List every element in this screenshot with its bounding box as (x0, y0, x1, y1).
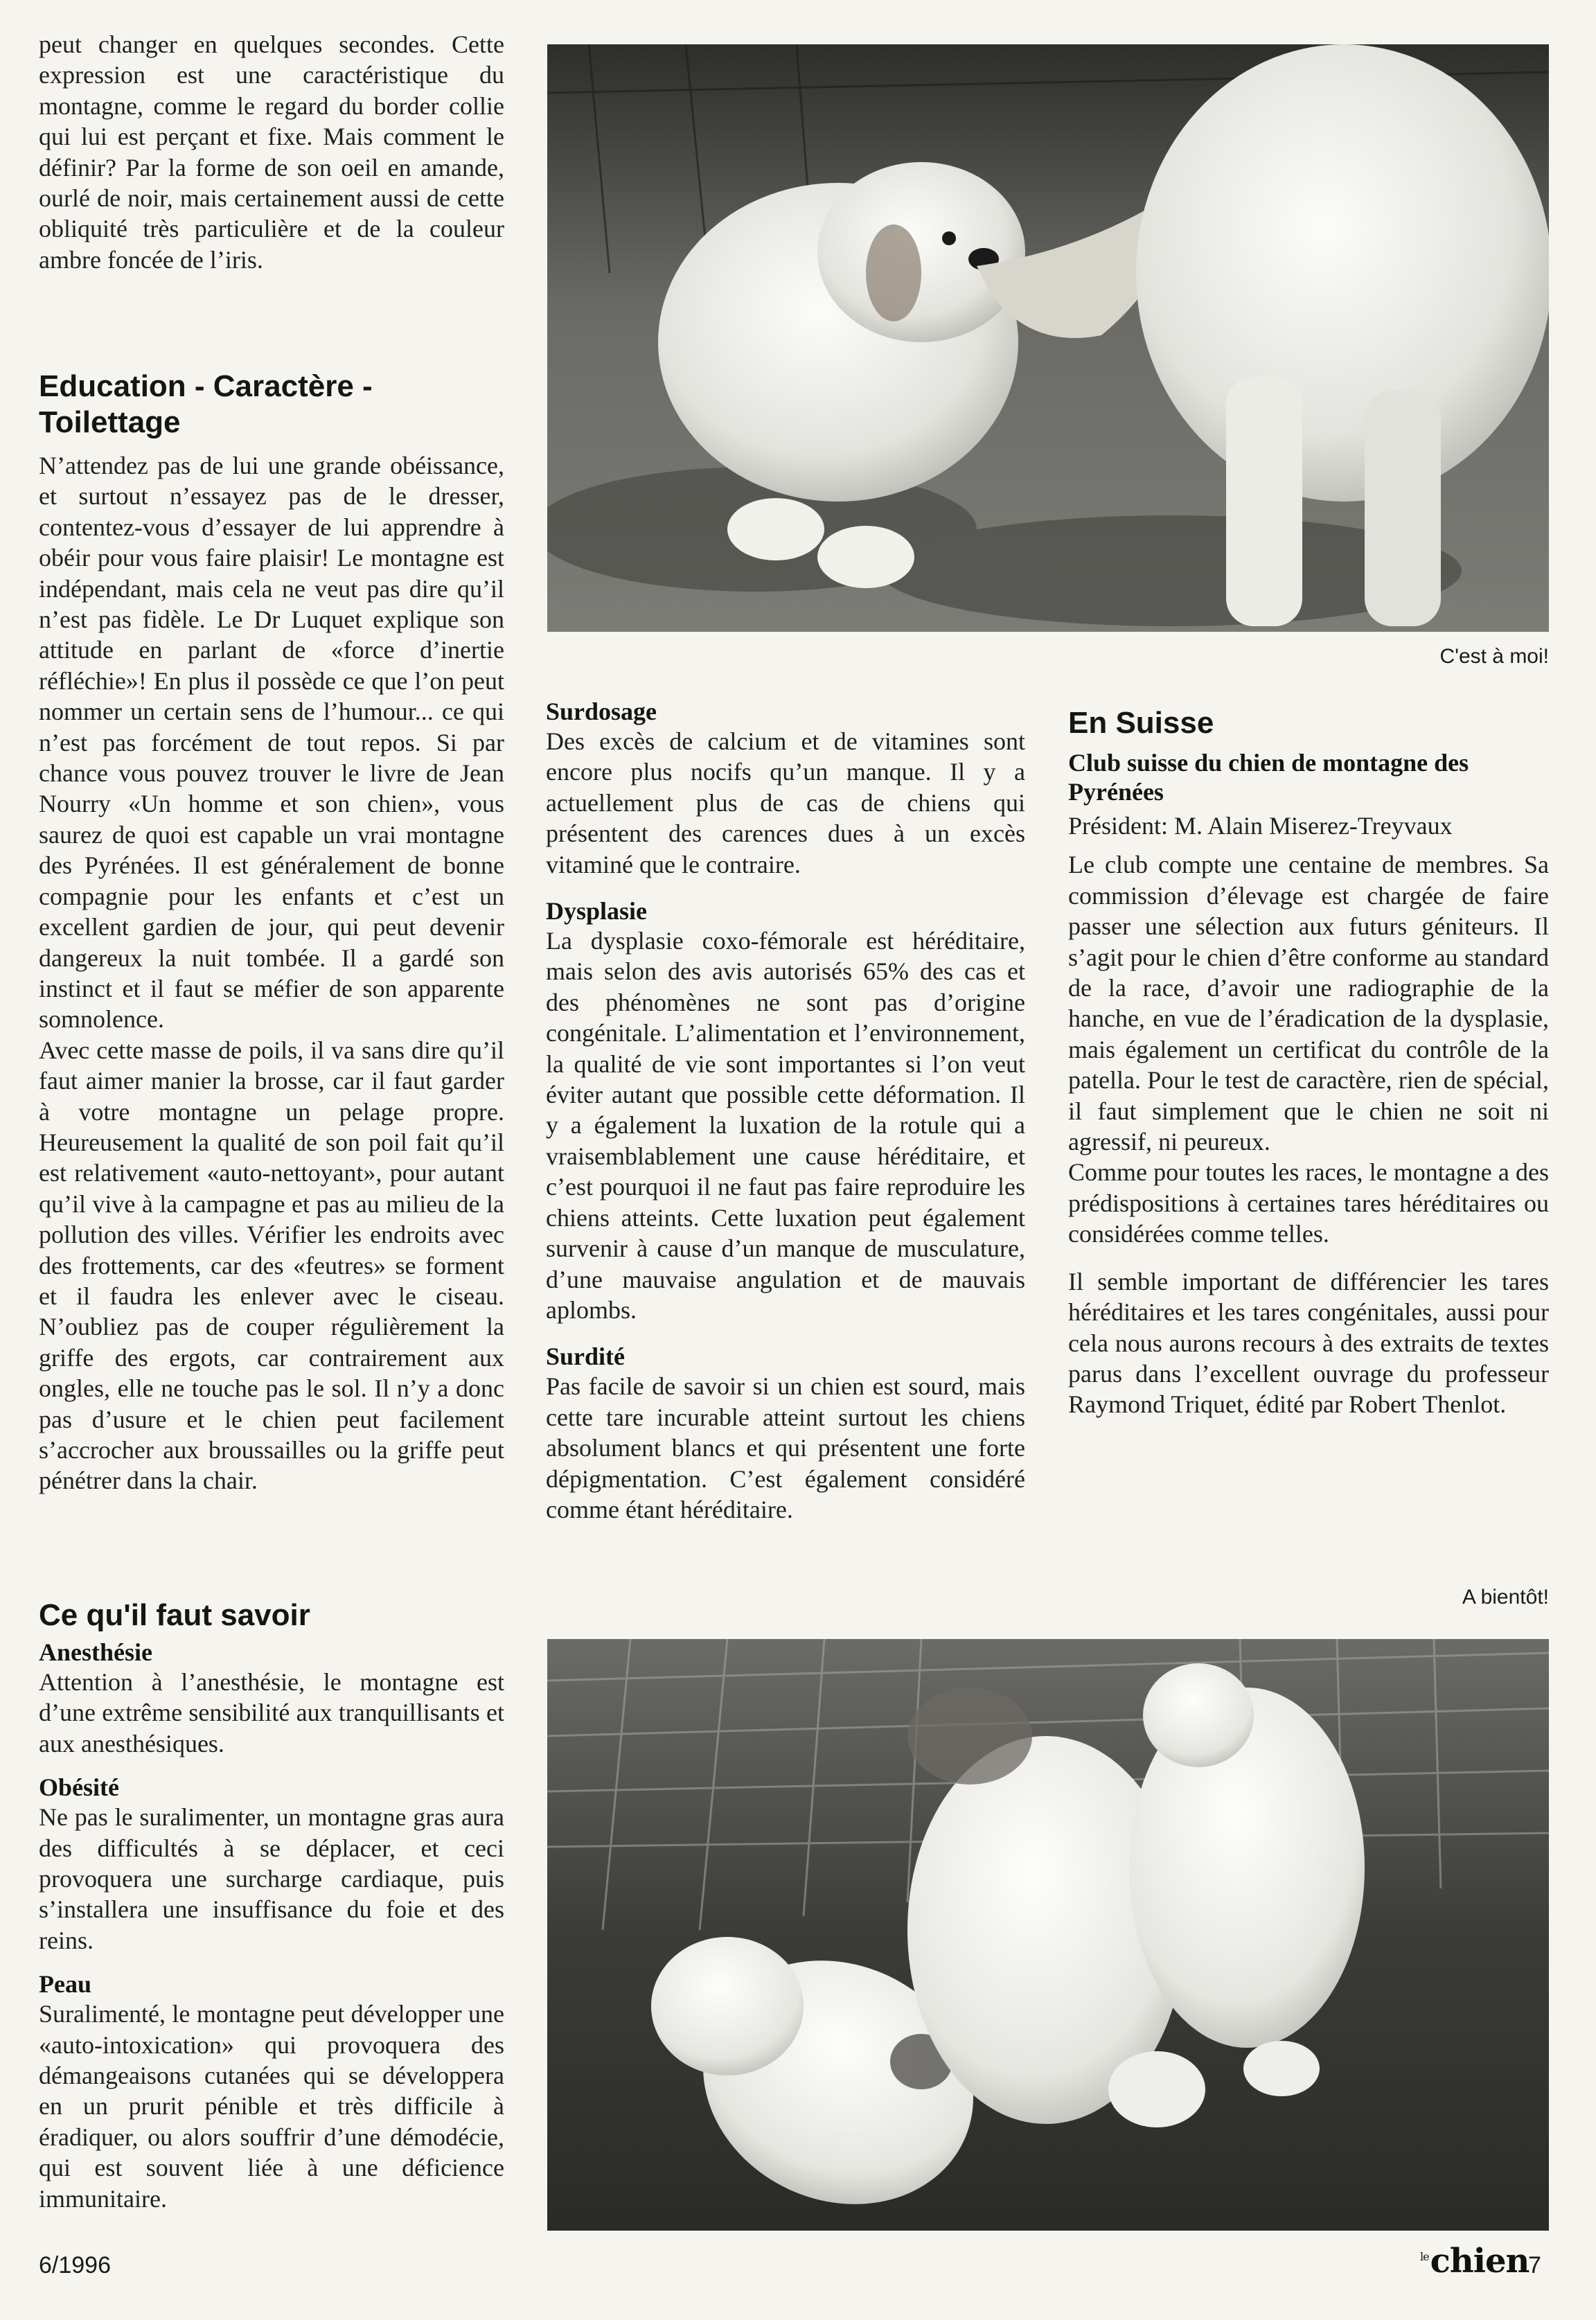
surdosage-title: Surdosage (546, 698, 657, 725)
club-title: Club suisse du chien de montagne des Pyrénées (1068, 749, 1469, 806)
intro-paragraph: peut changer en quelques secondes. Cette expression est une caractéristique du montagne, comme le regard du border collie qui lui est perçant et fixe. Mais comment le définir? Par la forme de son oeil en amande, ourlé de noir, mais certainement aussi de cette obliquité très particulière et de la couleur ambre foncée de l’iris. (39, 30, 504, 274)
intro-paragraph-block (39, 29, 504, 275)
dysplasie-paragraph: La dysplasie coxo-fémorale est héréditaire, mais selon des avis autorisés 65% des cas et des phénomènes ne sont pas d’origine congénitale. L’alimentation et l’environnement, la qualité de vie sont importantes si l’on veut éviter autant que possible cette déformation. Il y a également la luxation de la rotule qui a vraisemblablement une cause héréditaire, et c’est pourquoi il ne faut pas faire reproduire les chiens atteints. Cette luxation peut également survenir à cause d’un manque de musculature, d’une mauvaise angulation et de mauvais aplombs. (546, 927, 1025, 1324)
club-paragraph: Le club compte une centaine de membres. Sa commission d’élevage est chargée de faire passer une sélection aux futurs géniteurs. Il s’agit pour le chien d’être conforme au standard de la race, d’avoir une radiographie de la hanche, en vue de l’éradication de la dysplasie, mais également un certificat du contrôle de la patella. Pour le test de caractère, rien de spécial, il faut simplement que le chien ne soit ni agressif, ni peureux. Comme pour toutes les races, le montagne a des prédispositions à certaines tares héréditaires ou considérées comme telles. (1068, 851, 1549, 1248)
dysplasie-title: Dysplasie (546, 897, 648, 926)
savoir-heading: Ce qu'il faut savoir (39, 1598, 310, 1632)
peau-title: Peau (39, 1970, 91, 1999)
puppies-fence-photo (547, 1639, 1549, 2231)
issue-date: 6/1996 (39, 2252, 111, 2278)
anesthesie-paragraph: Attention à l’anesthésie, le montagne est d’une extrême sensibilité aux tranquillisants et aux anesthésiques. (39, 1668, 504, 1757)
top-photo-caption: C'est à moi! (1439, 645, 1549, 668)
bottom-photo-caption: A bientôt! (1462, 1586, 1549, 1609)
education-section (39, 369, 504, 1496)
logo-prefix: le (1420, 2250, 1429, 2263)
closing-paragraph: Il semble important de différencier les tares héréditaires et les tares congénitales, aussi pour cela nous aurons recours à des extraits de textes parus dans l’excellent ouvrage du professeur Raymond Triquet, édité par Robert Thenlot. (1068, 1267, 1549, 1419)
savoir-section (39, 1597, 504, 2214)
anesthesie-title: Anesthésie (39, 1638, 152, 1666)
puppies-fence-illustration (547, 1639, 1549, 2231)
obesite-paragraph: Ne pas le suralimenter, un montagne gras aura des difficultés à se déplacer, et ceci provoquera une surcharge cardiaque, puis s’installera une insuffisance du foie et des reins. (39, 1803, 504, 1954)
sante-section (546, 697, 1025, 1525)
puppies-tug-photo (547, 44, 1549, 632)
magazine-logo (1420, 2242, 1530, 2281)
page-number: 7 (1528, 2252, 1541, 2278)
president-line: Président: M. Alain Miserez-Treyvaux (1068, 812, 1453, 840)
suisse-heading: En Suisse (1068, 706, 1214, 740)
surdite-title: Surdité (546, 1343, 626, 1371)
logo-word: chien (1430, 2242, 1530, 2281)
education-paragraph: N’attendez pas de lui une grande obéissance, et surtout n’essayez pas de le dresser, contentez-vous d’essayer de lui apprendre à obéir pour vous faire plaisir! Le montagne est indépendant, mais cela ne veut pas dire qu’il n’est pas fidèle. Le Dr Luquet explique son attitude en parlant de «force d’inertie réfléchie»! En plus il possède ce que l’on peut nommer un certain sens de l’humour... ce qui n’est pas forcément de tout repos. Si par chance vous pouvez trouver le livre de Jean Nourry «Un homme et son chien», vous saurez de quoi est capable un vrai montagne des Pyrénées. Il est généralement de bonne compagnie pour les enfants et c’est un excellent gardien de jour, qui peut devenir dangereux la nuit tombée. Il a gardé son instinct et il faut se méfier de son apparente somnolence. Avec cette masse de poils, il va sans dire qu’il faut aimer manier la brosse, car il faut garder à votre montagne un pelage propre. Heureusement la qualité de son poil fait qu’il est relativement «auto-nettoyant», pour autant qu’il vive à la campagne et pas au milieu de la pollution des villes. Vérifier les endroits avec des frottements, car des «feutres» se forment et il faudra les enlever avec le ciseau. N’oubliez pas de couper régulièrement la griffe des ergots, car contrairement aux ongles, elle ne touche pas le sol. Il n’y a donc pas d’usure et le chien peut facilement s’accrocher aux broussailles ou la griffe peut pénétrer dans la chair. (39, 452, 504, 1495)
suisse-section (1068, 705, 1549, 1420)
surdite-paragraph: Pas facile de savoir si un chien est sourd, mais cette tare incurable atteint surtout les chiens absolument blancs et qui présentent une forte dépigmentation. C’est également considéré comme étant héréditaire. (546, 1372, 1025, 1523)
obesite-title: Obésité (39, 1773, 119, 1802)
surdosage-paragraph: Des excès de calcium et de vitamines sont encore plus nocifs qu’un manque. Il y a actuellement plus de cas de chiens qui présentent des carences dues à un excès vitaminé que le contraire. (546, 727, 1025, 878)
peau-paragraph: Suralimenté, le montagne peut développer une «auto-intoxication» qui provoquera des démangeaisons cutanées qui se développera en un prurit pénible et très difficile à éradiquer, ou alors souffrir d’une démodécie, qui est souvent liée à une déficience immunitaire. (39, 2000, 504, 2213)
puppies-tug-illustration (547, 44, 1549, 632)
education-heading: Education - Caractère - Toilettage (39, 369, 373, 439)
